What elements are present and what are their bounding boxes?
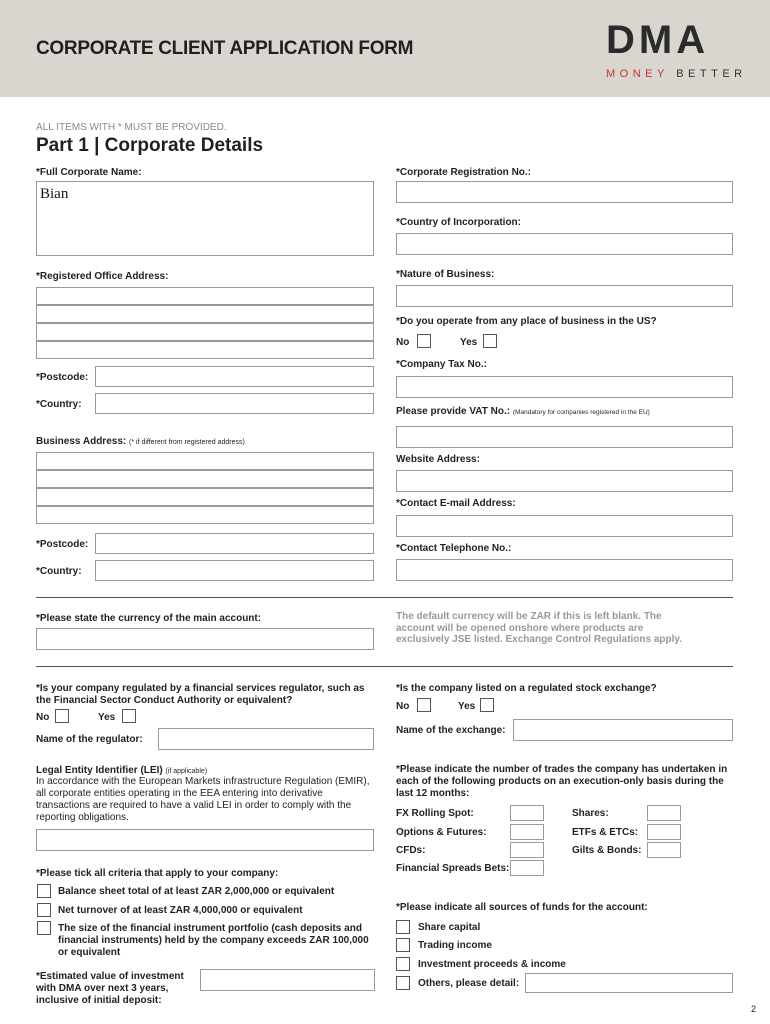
postcode-field[interactable] <box>95 366 374 387</box>
listed-no-label: No <box>396 701 410 712</box>
business-address-line-3[interactable] <box>36 488 374 506</box>
email-label: *Contact E-mail Address: <box>396 498 516 509</box>
business-address-line-4[interactable] <box>36 506 374 524</box>
funds-share-capital-checkbox[interactable] <box>396 920 410 934</box>
country-label: *Country: <box>36 399 82 410</box>
nature-label: *Nature of Business: <box>396 269 495 280</box>
us-question: *Do you operate from any place of business in the US? <box>396 316 657 327</box>
us-no-checkbox[interactable] <box>417 334 431 348</box>
email-field[interactable] <box>396 515 733 537</box>
funds-trading-income-checkbox[interactable] <box>396 938 410 952</box>
funds-trading-income-label: Trading income <box>418 940 492 951</box>
shares-label: Shares: <box>572 808 609 819</box>
tax-label: *Company Tax No.: <box>396 359 487 370</box>
form-title: CORPORATE CLIENT APPLICATION FORM <box>36 38 414 59</box>
reg-no-label: *Corporate Registration No.: <box>396 167 532 178</box>
currency-label: *Please state the currency of the main account: <box>36 613 262 624</box>
listed-no-checkbox[interactable] <box>417 698 431 712</box>
nature-field[interactable] <box>396 285 733 307</box>
postcode2-field[interactable] <box>95 533 374 554</box>
country2-field[interactable] <box>95 560 374 581</box>
lei-text: In accordance with the European Markets infrastructure Regulation (EMIR), all corporate entities operating in the EEA entering into derivative transactions are required to have a valid LEI in order to comply with the reporting obligations. <box>36 776 370 823</box>
exchange-label: Name of the exchange: <box>396 725 506 736</box>
postcode2-label: *Postcode: <box>36 539 89 550</box>
section-divider-2 <box>36 666 733 667</box>
regulated-no-checkbox[interactable] <box>55 709 69 723</box>
phone-label: *Contact Telephone No.: <box>396 543 512 554</box>
country-inc-field[interactable] <box>396 233 733 255</box>
reg-address-line-4[interactable] <box>36 341 374 359</box>
etfs-label: ETFs & ETCs: <box>572 827 639 838</box>
options-label: Options & Futures: <box>396 827 487 838</box>
business-address-line-2[interactable] <box>36 470 374 488</box>
reg-address-line-2[interactable] <box>36 305 374 323</box>
lei-title: Legal Entity Identifier (LEI) (if applicable) <box>36 765 208 776</box>
reg-address-line-1[interactable] <box>36 287 374 305</box>
criteria-3-checkbox[interactable] <box>37 921 51 935</box>
section-divider-1 <box>36 597 733 598</box>
business-address-line-1[interactable] <box>36 452 374 470</box>
spreads-label: Financial Spreads Bets: <box>396 863 510 874</box>
phone-field[interactable] <box>396 559 733 581</box>
criteria-1-label: Balance sheet total of at least ZAR 2,000,000 or equivalent <box>58 886 335 897</box>
page-number: 2 <box>750 1004 756 1014</box>
listed-yes-checkbox[interactable] <box>480 698 494 712</box>
criteria-2-label: Net turnover of at least ZAR 4,000,000 or equivalent <box>58 905 303 916</box>
part-title: Part 1 | Corporate Details <box>36 135 264 156</box>
us-no-label: No <box>396 337 410 348</box>
trades-question: *Please indicate the number of trades the company has undertaken in each of the following products on an execution-only basis during the last 12 months: <box>396 764 728 799</box>
country-field[interactable] <box>95 393 374 414</box>
full-name-field[interactable]: Bian <box>36 181 374 256</box>
regulated-question: *Is your company regulated by a financial services regulator, such as the Financial Sector Conduct Authority or equivalent? <box>36 683 365 706</box>
criteria-1-checkbox[interactable] <box>37 884 51 898</box>
cfds-label: CFDs: <box>396 845 426 856</box>
currency-field[interactable] <box>36 628 374 650</box>
listed-question: *Is the company listed on a regulated stock exchange? <box>396 683 657 694</box>
tax-field[interactable] <box>396 376 733 398</box>
funds-investment-label: Investment proceeds & income <box>418 959 566 970</box>
vat-label: Please provide VAT No.: (Mandatory for companies registered in the EU) <box>396 406 650 417</box>
estimated-value-field[interactable] <box>200 969 375 991</box>
funds-share-capital-label: Share capital <box>418 922 481 933</box>
listed-yes-label: Yes <box>458 701 476 712</box>
criteria-2-checkbox[interactable] <box>37 903 51 917</box>
full-name-label: *Full Corporate Name: <box>36 167 142 178</box>
website-field[interactable] <box>396 470 733 492</box>
regulator-field[interactable] <box>158 728 374 750</box>
country2-label: *Country: <box>36 566 82 577</box>
currency-note: The default currency will be ZAR if this is left blank. The account will be opened onshore where products are exclusively JSE listed. Exchange Control Regulations apply. <box>396 611 683 645</box>
us-yes-label: Yes <box>460 337 478 348</box>
fx-field[interactable] <box>510 805 544 821</box>
regulated-yes-checkbox[interactable] <box>122 709 136 723</box>
vat-field[interactable] <box>396 426 733 448</box>
website-label: Website Address: <box>396 454 480 465</box>
country-inc-label: *Country of Incorporation: <box>396 217 521 228</box>
business-address-label: Business Address: (* if different from registered address) <box>36 436 245 447</box>
regulated-no-label: No <box>36 712 50 723</box>
postcode-label: *Postcode: <box>36 372 89 383</box>
gilts-label: Gilts & Bonds: <box>572 845 642 856</box>
required-notice: ALL ITEMS WITH * MUST BE PROVIDED. <box>36 122 227 133</box>
lei-field[interactable] <box>36 829 374 851</box>
exchange-field[interactable] <box>513 719 733 741</box>
funds-others-checkbox[interactable] <box>396 976 410 990</box>
estimated-value-label: *Estimated value of investment with DMA over next 3 years, inclusive of initial deposit: <box>36 971 184 1006</box>
reg-address-line-3[interactable] <box>36 323 374 341</box>
reg-no-field[interactable] <box>396 181 733 203</box>
funds-investment-checkbox[interactable] <box>396 957 410 971</box>
dma-logo: DMA <box>606 18 710 62</box>
criteria-3-label: The size of the financial instrument portfolio (cash deposits and financial instruments) held by the company exceeds ZAR 100,000 or equivalent <box>58 923 369 958</box>
criteria-label: *Please tick all criteria that apply to your company: <box>36 868 279 879</box>
funds-label: *Please indicate all sources of funds for the account: <box>396 902 648 913</box>
fx-label: FX Rolling Spot: <box>396 808 474 819</box>
cfds-field[interactable] <box>510 842 544 858</box>
reg-address-label: *Registered Office Address: <box>36 271 169 282</box>
regulated-yes-label: Yes <box>98 712 116 723</box>
us-yes-checkbox[interactable] <box>483 334 497 348</box>
shares-field[interactable] <box>647 805 681 821</box>
regulator-label: Name of the regulator: <box>36 734 143 745</box>
spreads-field[interactable] <box>510 860 544 876</box>
funds-others-field[interactable] <box>525 973 733 993</box>
etfs-field[interactable] <box>647 824 681 840</box>
funds-others-label: Others, please detail: <box>418 978 520 989</box>
options-field[interactable] <box>510 824 544 840</box>
logo-tagline: MONEY BETTER <box>606 68 747 80</box>
gilts-field[interactable] <box>647 842 681 858</box>
